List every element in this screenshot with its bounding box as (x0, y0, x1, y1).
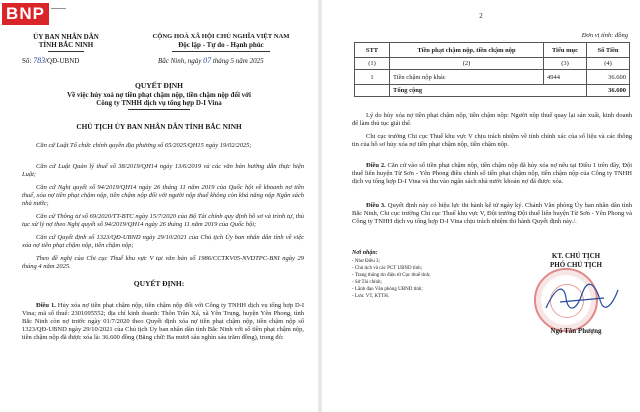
header-stt: STT (355, 43, 390, 58)
decision-subject-line-2: Công ty TNHH dịch vụ tổng hợp D-I Vina (96, 99, 222, 107)
basis-2: Căn cứ Luật Quản lý thuế số 38/2019/QH14 ngày 13/6/2019 và các văn bản hướng dẫn thực hiện Luật; (22, 163, 304, 178)
recipient-item: - Lưu: VT, KTTH. (352, 294, 390, 299)
recipient-item: - Lãnh đạo Văn phòng UBND tỉnh; (352, 287, 423, 292)
signer-name: Ngô Tân Phượng (550, 327, 602, 335)
doc-number-suffix: /QĐ-UBND (45, 57, 80, 65)
basis-1: Căn cứ Luật Tổ chức chính quyền địa phương số 65/2025/QH15 ngày 19/02/2025; (36, 142, 252, 149)
nation-underline (172, 51, 270, 52)
doc-number (22, 57, 79, 65)
recipient-item: - Chủ tịch và các PCT UBND tỉnh; (352, 266, 423, 271)
debt-table (354, 42, 630, 97)
recipient-item: - Trang thông tin điện tử Cục thuế tỉnh; (352, 273, 431, 278)
recipients-title: Nơi nhận: (352, 250, 378, 256)
reason-paragraph: Lý do hủy xóa nợ tiền phạt chậm nộp, tiền chậm nộp: Người nộp thuế quay lại sản xuất, kinh doanh để làm thủ tục giải thể. (352, 112, 632, 127)
header-sub-item: Tiểu mục (544, 43, 587, 58)
article-3 (352, 202, 632, 226)
recipient-item: - Như Điều 3; (352, 259, 380, 264)
table-total-row (355, 85, 630, 97)
total-value: 36.600 (587, 85, 630, 97)
table-row (355, 70, 630, 85)
recipients-list (352, 258, 431, 300)
index-cell: (3) (544, 58, 587, 70)
doc-number-label: Số: (22, 57, 32, 65)
basis-4: Căn cứ Thông tư số 69/2020/TT-BTC ngày 15/7/2020 của Bộ Tài chính quy định hồ sơ và trình tự, thủ tục xử lý nợ theo Nghị quyết số 94/2019/QH14 ngày 26 tháng 11 năm 2019 của Quốc hội; (22, 213, 304, 228)
signer-line-1: KT. CHỦ TỊCH (551, 252, 601, 260)
subject-underline (128, 109, 190, 110)
page-number: 2 (479, 12, 483, 20)
row-amount: 36.600 (587, 70, 630, 85)
article-3-label: Điều 3. (366, 202, 386, 209)
doc-number-value: 783 (33, 56, 46, 65)
total-empty-cell (355, 85, 390, 97)
decision-title: QUYẾT ĐỊNH (135, 81, 183, 90)
article-2 (352, 162, 632, 186)
issuer-heading: CHỦ TỊCH ỦY BAN NHÂN DÂN TỈNH BẮC NINH (76, 122, 242, 131)
article-3-text: Quyết định này có hiệu lực thi hành kể từ ngày ký. Chánh Văn phòng Ủy ban nhân dân tỉnh Bắc Ninh, Chi cục trưởng Chi cục Thuế khu vực V, Đội trưởng Đội thuế liên huyện Từ Sơn - Yên Phong và Công ty TNHH dịch vụ tổng hợp D-I Vina chịu trách nhiệm thi hành Quyết định này./. (352, 202, 632, 225)
issue-date (158, 57, 264, 65)
index-cell: (4) (587, 58, 630, 70)
nation-line-2: Độc lập - Tự do - Hạnh phúc (178, 41, 264, 49)
article-1-label: Điều 1. (36, 302, 56, 309)
document-page-2 (322, 0, 640, 412)
basis-6: Theo đề nghị của Chi cục Thuế khu vực V tại văn bản số 1986/CCTKV05-NVDTPC-BNI ngày 29 tháng 4 năm 2025. (22, 255, 304, 270)
article-1-text: Hủy xóa nợ tiền phạt chậm nộp, tiền chậm nộp đối với Công ty TNHH dịch vụ tổng hợp D-I Vina; mã số thuế: 2301095552; địa chỉ kinh doanh: Thôn Trần Xá, xã Yên Trung, huyện Yên Phong, tỉnh Bắc Ninh còn nợ trước ngày 01/7/2020 theo Quyết định xóa nợ tiền phạt chậm nộp, tiền chậm nộp số 1323/QĐ-UBND ngày 29/10/2021 của Chủ tịch Ủy ban nhân dân tỉnh Bắc Ninh với số tiền phạt chậm nộp, tiền chậm nộp đã được xóa là: 36.600 đồng (Bằng chữ: Ba mươi sáu nghìn sáu trăm đồng), trong đó: (22, 302, 305, 341)
agency-underline (48, 51, 84, 52)
header-description: Tiền phạt chậm nộp, tiền chậm nộp (390, 43, 544, 58)
index-cell: (1) (355, 58, 390, 70)
decides-heading: QUYẾT ĐỊNH: (133, 279, 185, 288)
logo-tagline-icon: ▬▬▬▬▬ (51, 6, 66, 10)
responsibility-paragraph: Chi cục trưởng Chi cục Thuế khu vực V chịu trách nhiệm về tính chính xác của số liệu và các thông tin của hồ sơ hủy xóa nợ tiền phạt chậm nộp, tiền chậm nộp. (352, 133, 632, 148)
decision-subject-line-1: Về việc hủy xoá nợ tiền phạt chậm nộp, tiền chậm nộp đối với (67, 91, 251, 99)
document-page-1 (0, 0, 318, 412)
article-2-label: Điều 2. (366, 162, 386, 169)
date-prefix: Bắc Ninh, ngày (158, 57, 202, 65)
date-suffix: tháng 5 năm 2025 (212, 57, 264, 65)
signer-line-2: PHÓ CHỦ TỊCH (550, 261, 602, 269)
agency-line-1: ỦY BAN NHÂN DÂN (33, 33, 99, 41)
row-description: Tiền chậm nộp khác (390, 70, 544, 85)
total-label: Tổng cộng (390, 85, 587, 97)
article-2-text: Căn cứ vào số tiền phạt chậm nộp, tiền chậm nộp đã hủy xóa nợ nêu tại Điều 1 trên đây, Đội thuế liên huyện Từ Sơn - Yên Phong điều chỉnh số tiền phạt chậm nộp, tiền chậm nộp của Công ty TNHH dịch vụ tổng hợp D-I Vina và thu vào ngân sách nhà nước khoản nợ đã được xóa. (352, 162, 633, 185)
table-header-row (355, 43, 630, 58)
header-amount: Số Tiền (587, 43, 630, 58)
bnp-logo: BNP (2, 3, 49, 25)
row-sub-item: 4944 (544, 70, 587, 85)
row-stt: 1 (355, 70, 390, 85)
unit-note: Đơn vị tính: đồng (581, 32, 628, 39)
agency-line-2: TỈNH BẮC NINH (38, 41, 94, 49)
recipient-item: - Sở Tài chính; (352, 280, 382, 285)
index-cell: (2) (390, 58, 544, 70)
basis-5: Căn cứ Quyết định số 1323/QĐ-UBND ngày 29/10/2021 của Chủ tịch Ủy ban nhân dân tỉnh về việc xóa nợ tiền phạt chậm nộp, tiền chậm nộp; (22, 234, 304, 249)
article-1 (22, 302, 304, 342)
signature-icon (542, 280, 622, 316)
date-day: 07 (203, 56, 212, 65)
basis-3: Căn cứ Nghị quyết số 94/2019/QH14 ngày 26 tháng 11 năm 2019 của Quốc hội về khoanh nợ tiền thuế, xóa nợ tiền phạt chậm nộp, tiền chậm nộp đối với người nộp thuế không còn khả năng nộp Ngân sách nhà nước; (22, 184, 304, 207)
nation-line-1: CỘNG HOÀ XÃ HỘI CHỦ NGHĨA VIỆT NAM (152, 33, 290, 40)
table-index-row (355, 58, 630, 70)
